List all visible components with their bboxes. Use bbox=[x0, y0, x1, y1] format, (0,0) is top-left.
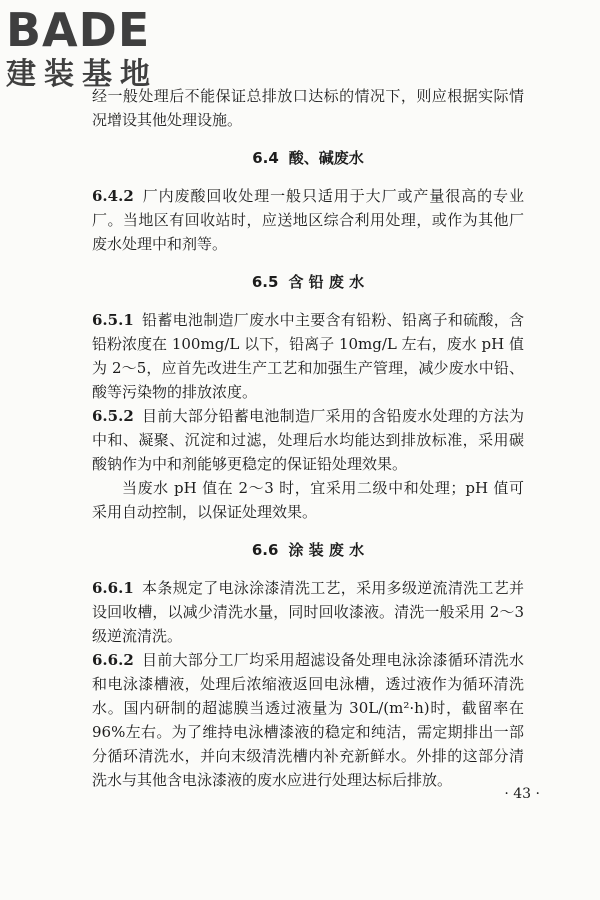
clause-text: 本条规定了电泳涂漆清洗工艺，采用多级逆流清洗工艺并设回收槽，以减少清洗水量，同时回收漆液。清洗一般采用 2～3 级逆流清洗。 bbox=[92, 579, 524, 645]
section-title: 酸、碱废水 bbox=[288, 149, 364, 167]
clause-text: 厂内废酸回收处理一般只适用于大厂或产量很高的专业厂。当地区有回收站时，应送地区综合利用处理，或作为其他厂废水处理中和剂等。 bbox=[92, 187, 524, 253]
clause-6-5-2-continued bbox=[92, 476, 524, 524]
clause-6-4-2 bbox=[92, 184, 524, 256]
section-heading-6-6 bbox=[92, 538, 524, 562]
clause-6-6-2 bbox=[92, 648, 524, 792]
section-title: 含 铅 废 水 bbox=[288, 273, 365, 291]
clause-text: 目前大部分铅蓄电池制造厂采用的含铅废水处理的方法为中和、凝聚、沉淀和过滤，处理后水均能达到排放标准，采用碳酸钠作为中和剂能够更稳定的保证铅处理效果。 bbox=[92, 407, 524, 473]
section-number: 6.4 bbox=[252, 149, 279, 167]
clause-text: 铅蓄电池制造厂废水中主要含有铅粉、铅离子和硫酸，含铅粉浓度在 100mg/L 以下，铅离子 10mg/L 左右，废水 pH 值为 2～5，应首先改进生产工艺和加强生产管理，减少废水中铅、酸等污染物的排放浓度。 bbox=[92, 311, 524, 401]
clause-number: 6.4.2 bbox=[92, 187, 134, 205]
clause-number: 6.6.2 bbox=[92, 651, 134, 669]
intro-paragraph: 经一般处理后不能保证总排放口达标的情况下，则应根据实际情况增设其他处理设施。 bbox=[92, 87, 524, 129]
clause-6-5-2 bbox=[92, 404, 524, 476]
section-number: 6.6 bbox=[251, 541, 279, 559]
section-title: 涂 装 废 水 bbox=[288, 541, 365, 559]
clause-6-5-1 bbox=[92, 308, 524, 404]
document-body bbox=[92, 84, 524, 792]
clause-text: 当废水 pH 值在 2～3 时，宜采用二级中和处理；pH 值可采用自动控制，以保证处理效果。 bbox=[92, 479, 524, 521]
brand-logo bbox=[6, 4, 176, 92]
section-heading-6-5 bbox=[92, 270, 524, 294]
clause-number: 6.5.2 bbox=[92, 407, 134, 425]
page-number: · 43 · bbox=[504, 786, 540, 802]
clause-number: 6.5.1 bbox=[92, 311, 134, 329]
clause-6-6-1 bbox=[92, 576, 524, 648]
logo-wordmark: BADE bbox=[6, 3, 151, 57]
logo-subtitle: 建装基地 bbox=[6, 57, 158, 92]
clause-text: 目前大部分工厂均采用超滤设备处理电泳涂漆循环清洗水和电泳漆槽液，处理后浓缩液返回电泳槽，透过液作为循环清洗水。国内研制的超滤膜当透过液量为 30L/(m²·h)时，截留率在 96%左右。为了维持电泳槽漆液的稳定和纯洁，需定期排出一部分循环清洗水，并向末级清洗槽内补充新鲜水。外排的这部分清洗水与其他含电泳漆液的废水应进行处理达标后排放。 bbox=[92, 651, 524, 789]
section-number: 6.5 bbox=[251, 273, 279, 291]
clause-number: 6.6.1 bbox=[92, 579, 134, 597]
section-heading-6-4 bbox=[92, 146, 524, 170]
